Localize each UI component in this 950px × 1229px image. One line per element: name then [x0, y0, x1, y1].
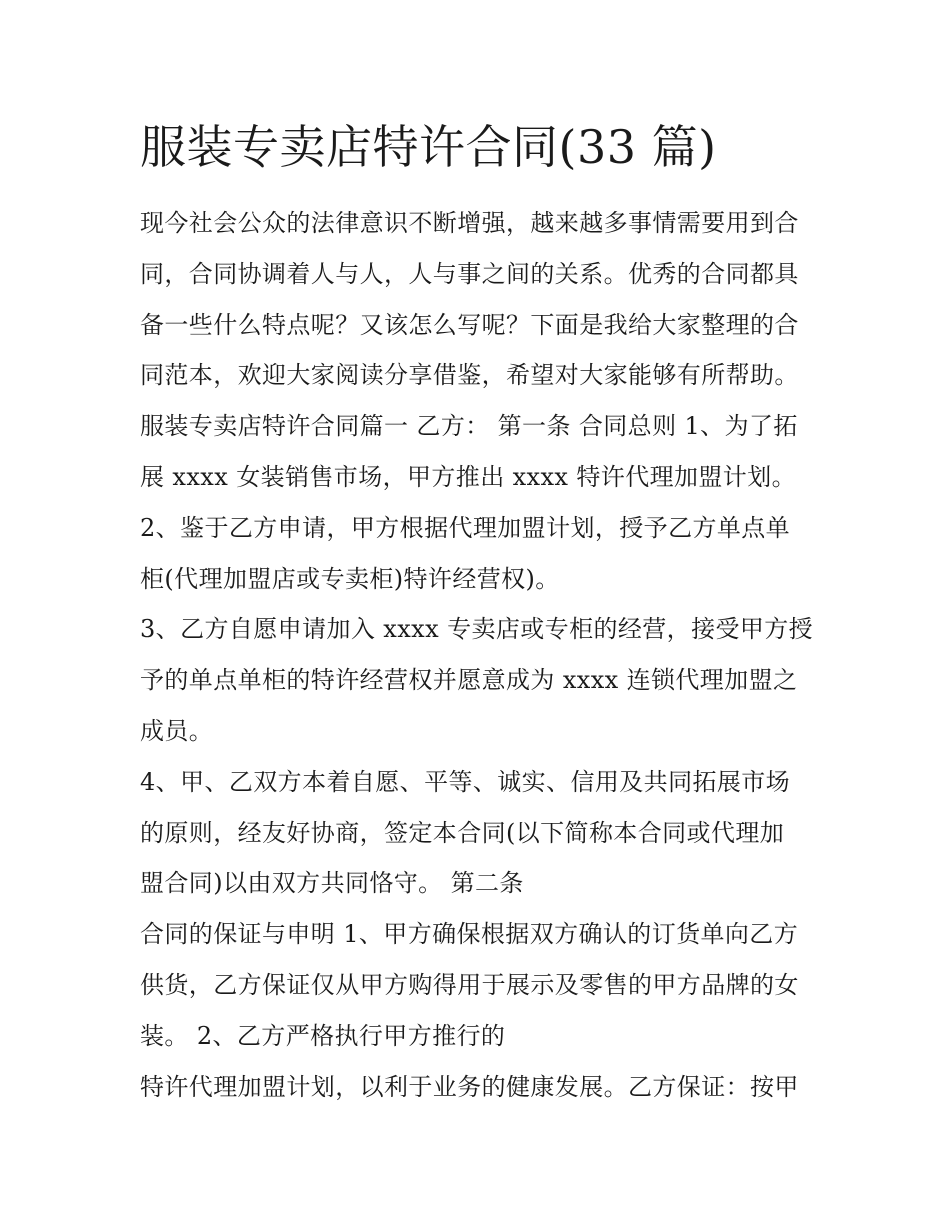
document-title: 服装专卖店特许合同(33 篇)	[140, 120, 717, 174]
body-line: 同范本，欢迎大家阅读分享借鉴，希望对大家能够有所帮助。	[140, 361, 799, 390]
body-line: 现今社会公众的法律意识不断增强，越来越多事情需要用到合	[140, 209, 799, 237]
body-line: 供货，乙方保证仅从甲方购得用于展示及零售的甲方品牌的女	[140, 970, 799, 999]
body-line: 予的单点单柜的特许经营权并愿意成为 xxxx 连锁代理加盟之	[140, 666, 798, 695]
body-line: 的原则，经友好协商，签定本合同(以下简称本合同或代理加	[140, 818, 785, 847]
body-line: 2、鉴于乙方申请，甲方根据代理加盟计划，授予乙方单点单	[140, 513, 791, 542]
body-line: 备一些什么特点呢？又该怎么写呢？下面是我给大家整理的合	[140, 310, 799, 339]
body-line: 4、甲、乙双方本着自愿、平等、诚实、信用及共同拓展市场	[140, 767, 791, 796]
document-body	[140, 198, 820, 1112]
body-line: 3、乙方自愿申请加入 xxxx 专卖店或专柜的经营，接受甲方授	[140, 615, 814, 644]
body-line: 合同的保证与申明 1、甲方确保根据双方确认的订货单向乙方	[140, 920, 799, 949]
body-line: 柜(代理加盟店或专卖柜)特许经营权)。	[140, 564, 560, 593]
body-line: 展 xxxx 女装销售市场，甲方推出 xxxx 特许代理加盟计划。	[140, 462, 796, 491]
body-line: 装。 2、乙方严格执行甲方推行的	[140, 1021, 506, 1050]
body-line: 成员。	[140, 716, 214, 745]
body-line: 盟合同)以由双方共同恪守。 第二条	[140, 869, 524, 898]
body-line: 特许代理加盟计划，以利于业务的健康发展。乙方保证：按甲	[140, 1072, 799, 1101]
body-line: 同，合同协调着人与人，人与事之间的关系。优秀的合同都具	[140, 259, 799, 288]
body-line: 服装专卖店特许合同篇一 乙方： 第一条 合同总则 1、为了拓	[140, 412, 798, 441]
